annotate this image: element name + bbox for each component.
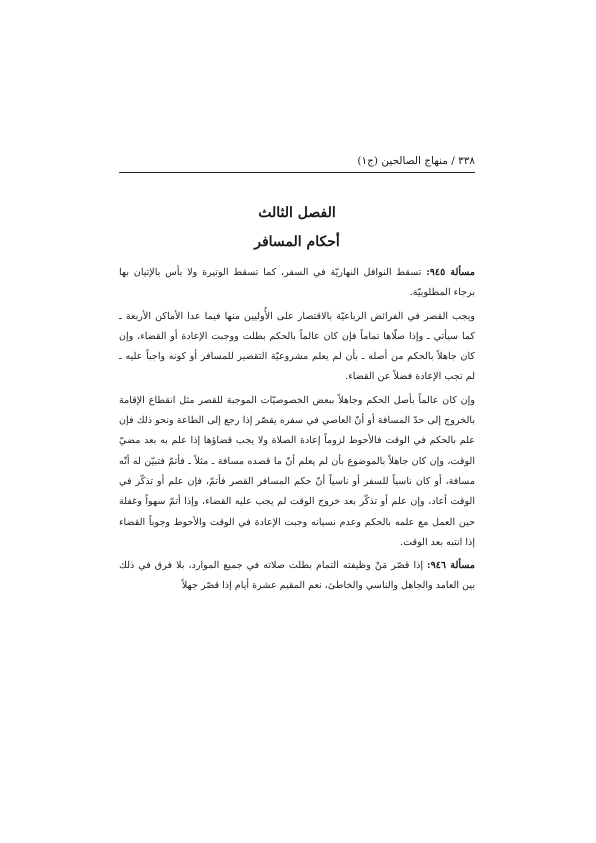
- header-rule: [119, 172, 475, 173]
- paragraph-ignorance-cases: [119, 391, 475, 553]
- paragraph-issue-945: [119, 263, 475, 304]
- paragraph-text: إذا قصّر مَنْ وظيفته التمام بطلت صلاته في جميع الموارد، بلا فرق في ذلك بين العامد والجاهل والناسي والخاطئ، نعم المقيم عشرة أيام إذا قصّر جهلاً: [119, 560, 475, 592]
- paragraph-text: وإن كان عالماً بأصل الحكم وجاهلاً ببعض الخصوصيّات الموجبة للقصر مثل انقطاع الإقامة بالخروج إلى حدّ المسافة أو أنّ العاصي في سفره يقصّر إذا رجع إلى الطاعة ونحو ذلك فإن علم بالحكم في الوقت فالأحوط لزوماً إعادة الصلاة ولا يجب قضاؤها إذا علم به بعد مضيّ الوقت، وإن كان جاهلاً بالموضوع بأن لم يعلم أنّ ما قصده مسافة ـ مثلاً ـ فأتمّ فتبيّن له أنّه مسافة، أو كان ناسياً للسفر أو ناسياً أنّ حكم المسافر القصر فأتمّ، فإن علم أو تذكّر في الوقت أعاد، وإن علم أو تذكّر بعد خروج الوقت لم يجب عليه القضاء، وإذا أتمّ سهواً وغفلة حين العمل مع علمه بالحكم وعدم نسيانه وجبت الإعادة في الوقت والأحوط وجوباً القضاء إذا انتبه بعد الوقت.: [119, 394, 475, 548]
- paragraph-text: ويجب القصر في الفرائض الرباعيّة بالاقتصار على الأُوليين منها فيما عدا الأماكن الأربعة ـ كما سيأتي ـ وإذا صلّاها تماماً فإن كان عالماً بالحكم بطلت ووجبت الإعادة أو القضاء، وإن كان جاهلاً بالحكم من أصله ـ بأن لم يعلم مشروعيّة التقصير للمسافر أو كونه واجباً عليه ـ لم تجب الإعادة فضلاً عن القضاء.: [119, 310, 475, 383]
- section-title: أحكام المسافر: [254, 234, 340, 250]
- body-text: [119, 263, 475, 600]
- paragraph-qasr-obligation: [119, 307, 475, 388]
- chapter-title: الفصل الثالث: [258, 205, 336, 221]
- running-header: ٣٣٨ / منهاج الصالحين (ج١): [357, 155, 475, 167]
- issue-label: مسألة ٩٤٥:: [426, 267, 475, 278]
- issue-label: مسألة ٩٤٦:: [427, 560, 475, 572]
- paragraph-text: تسقط النوافل النهاريّة في السفر، كما تسقط الوتيرة ولا بأس بالإتيان بها برجاء المطلوبيّة.: [119, 267, 475, 299]
- paragraph-issue-946: [119, 556, 475, 597]
